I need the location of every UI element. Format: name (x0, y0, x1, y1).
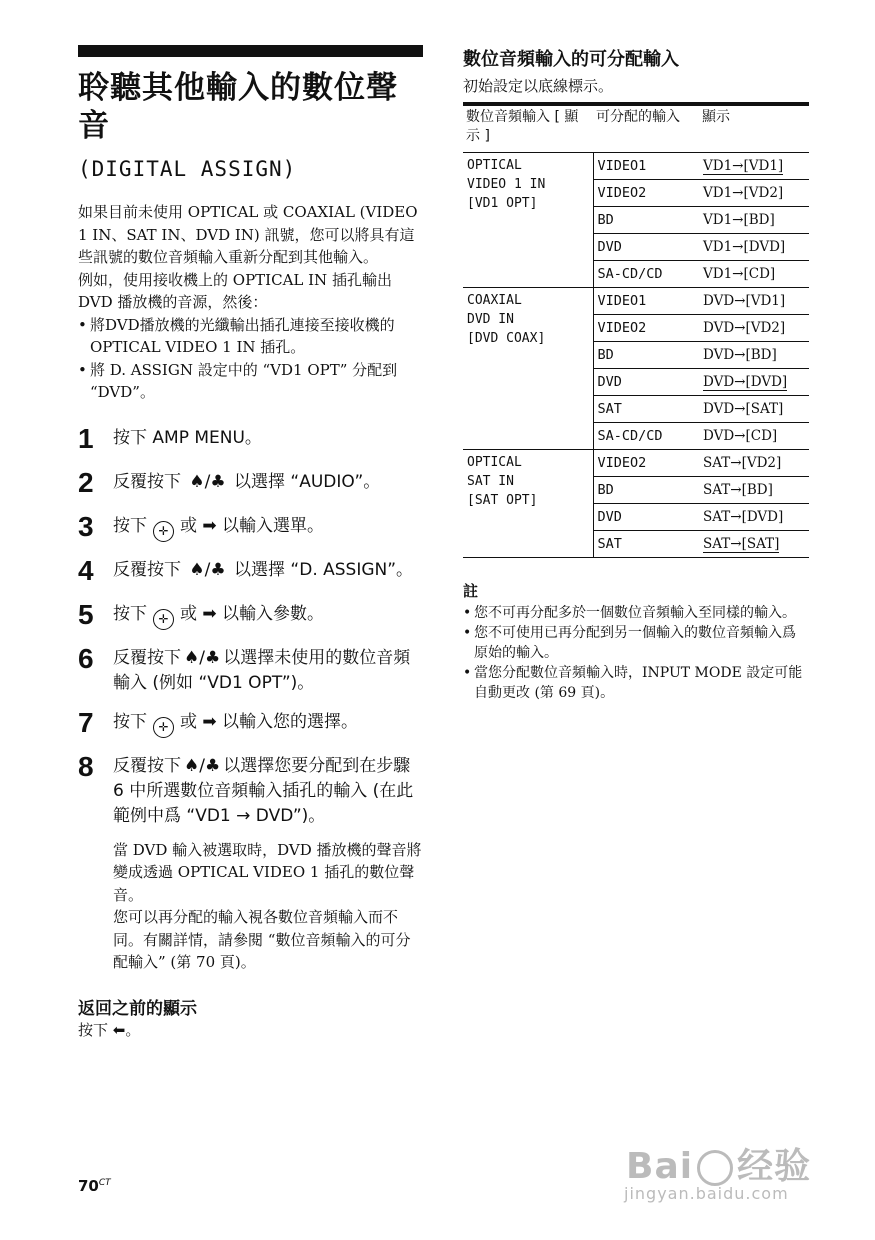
display-cell (699, 234, 809, 261)
note-text: 當您分配數位音頻輸入時，INPUT MODE 設定可能自動更改 (第 69 頁)。 (474, 665, 803, 701)
display-value: DVD→[CD] (703, 428, 778, 444)
notes-heading: 註 (463, 582, 479, 600)
enter-button-icon: ✛ (153, 609, 174, 630)
back-text: 按下 ⬅。 (78, 1020, 141, 1039)
input-cell: BD (593, 342, 699, 369)
right-column (463, 45, 809, 703)
display-cell (699, 531, 809, 558)
note-text: 您不可再分配多於一個數位音頻輸入至同樣的輸入。 (474, 605, 796, 621)
intro-bullets (78, 314, 423, 404)
bullet-text: 將DVD播放機的光纖輸出插孔連接至接收機的 OPTICAL VIDEO 1 IN 插孔。 (90, 315, 395, 356)
up-down-arrow-icon: ♠/♣ (189, 559, 226, 580)
intro-paragraph: 如果目前未使用 OPTICAL 或 COAXIAL (VIDEO 1 IN、SAT IN、DVD IN) 訊號，您可以將具有這些訊號的數位音頻輸入重新分配到其他輸入。 (78, 203, 418, 266)
step-note: 您可以再分配的輸入視各數位音頻輸入而不同。有關詳情，請參閱 “數位音頻輸入的可分配輸入” (第 70 頁)。 (113, 908, 411, 971)
display-cell (699, 369, 809, 396)
step-text (113, 706, 423, 738)
step-text-part: 以選擇 “AUDIO”。 (228, 471, 381, 492)
display-value: DVD→[BD] (703, 347, 777, 363)
input-cell: VIDEO2 (593, 450, 699, 477)
list-item (78, 314, 423, 359)
step-text-part: 按下 AMP MENU。 (113, 427, 262, 448)
step-5 (78, 598, 423, 632)
paw-icon (697, 1150, 733, 1186)
intro-paragraph: 例如，使用接收機上的 OPTICAL IN 插孔輸出 DVD 播放機的音源，然後： (78, 270, 392, 311)
step-note: 當 DVD 輸入被選取時，DVD 播放機的聲音將變成透過 OPTICAL VIDEO 1 插孔的數位聲音。 (113, 840, 422, 904)
step-number: 4 (78, 554, 94, 586)
title-rule (78, 45, 423, 57)
list-item (78, 359, 423, 404)
step-text-part: 以選擇您要分配到在步驟 6 中所選數位音頻輸入插孔的輸入 (在此範例中爲 “VD1 → DVD”)。 (113, 755, 414, 826)
step-text-part: 或 ➡ 以輸入參數。 (180, 603, 325, 624)
display-value: DVD→[VD1] (703, 293, 786, 309)
up-down-arrow-icon: ♠/♣ (184, 755, 221, 776)
up-down-arrow-icon: ♠/♣ (189, 471, 226, 492)
step-text-part: 按下 (113, 603, 147, 624)
display-value: DVD→[SAT] (703, 401, 784, 417)
enter-button-icon: ✛ (153, 521, 174, 542)
source-line: OPTICAL (467, 455, 522, 470)
display-value: VD1→[DVD] (703, 239, 786, 255)
assign-table (463, 102, 809, 558)
input-cell: SA-CD/CD (593, 261, 699, 288)
watermark-text: Bai (626, 1146, 694, 1187)
step-6 (78, 642, 423, 696)
display-value: SAT→[BD] (703, 482, 773, 498)
table-row (463, 450, 809, 477)
source-cell (463, 288, 593, 450)
step-1 (78, 422, 423, 456)
input-cell: DVD (593, 234, 699, 261)
page-suffix: CT (98, 1178, 111, 1188)
step-text-part: 按下 (113, 515, 147, 536)
notes-list (463, 603, 809, 703)
header-display: 顯示 (699, 104, 809, 153)
page-number (78, 1177, 111, 1195)
table-header-row (463, 104, 809, 153)
source-cell (463, 153, 593, 288)
display-value: VD1→[VD1] (703, 158, 784, 174)
display-cell (699, 153, 809, 180)
display-cell (699, 423, 809, 450)
input-cell: SAT (593, 396, 699, 423)
step-text (113, 554, 423, 583)
step-3 (78, 510, 423, 544)
bullet-dot: • (78, 315, 87, 334)
input-cell: BD (593, 477, 699, 504)
step-text (113, 642, 423, 696)
input-cell: VIDEO1 (593, 288, 699, 315)
table-title: 數位音頻輸入的可分配輸入 (463, 49, 679, 70)
step-text (113, 750, 423, 829)
display-value: SAT→[DVD] (703, 509, 784, 525)
step-text-part: 以選擇 “D. ASSIGN”。 (228, 559, 414, 580)
display-cell (699, 207, 809, 234)
up-down-arrow-icon: ♠/♣ (184, 647, 221, 668)
input-cell: DVD (593, 504, 699, 531)
input-cell: VIDEO1 (593, 153, 699, 180)
enter-button-icon: ✛ (153, 717, 174, 738)
step-text-part: 反覆按下 (113, 755, 181, 776)
display-value: VD1→[CD] (703, 266, 776, 282)
page-title: 聆聽其他輸入的數位聲音 (78, 70, 398, 144)
step-text (113, 422, 423, 451)
table-row (463, 288, 809, 315)
bullet-dot: • (463, 665, 472, 681)
table-subtitle: 初始設定以底線標示。 (463, 77, 614, 95)
step-text (113, 598, 423, 630)
note-text: 您不可使用已再分配到另一個輸入的數位音頻輸入爲原始的輸入。 (474, 625, 796, 661)
step-text-part: 以選擇未使用的數位音頻輸入 (例如 “VD1 OPT”)。 (113, 647, 411, 693)
intro-text (78, 201, 423, 404)
left-column (78, 45, 423, 1040)
display-cell (699, 396, 809, 423)
display-cell (699, 180, 809, 207)
watermark-logo (626, 1138, 811, 1189)
step-number: 2 (78, 466, 94, 498)
step-number: 8 (78, 750, 94, 782)
list-item (463, 623, 809, 663)
step-2 (78, 466, 423, 500)
display-cell (699, 504, 809, 531)
input-cell: BD (593, 207, 699, 234)
source-line: DVD IN (467, 312, 514, 327)
watermark-text: 经验 (737, 1146, 812, 1187)
step-number: 5 (78, 598, 94, 630)
step-8 (78, 750, 423, 829)
step-8-notes (113, 839, 423, 974)
step-4 (78, 554, 423, 588)
watermark-url: jingyan.baidu.com (624, 1184, 789, 1203)
step-7 (78, 706, 423, 740)
input-cell: VIDEO2 (593, 180, 699, 207)
bullet-dot: • (78, 360, 87, 379)
display-value: SAT→[SAT] (703, 536, 780, 552)
header-source: 數位音頻輸入 [ 顯示 ] (463, 104, 593, 153)
step-text-part: 反覆按下 (113, 559, 187, 580)
input-cell: VIDEO2 (593, 315, 699, 342)
step-text-part: 或 ➡ 以輸入選單。 (180, 515, 325, 536)
page-subtitle: (DIGITAL ASSIGN) (78, 157, 297, 181)
step-number: 6 (78, 642, 94, 674)
source-line: COAXIAL (467, 293, 522, 308)
display-value: SAT→[VD2] (703, 455, 782, 471)
display-cell (699, 450, 809, 477)
bullet-dot: • (463, 605, 472, 621)
source-line: [SAT OPT] (467, 493, 538, 508)
step-number: 7 (78, 706, 94, 738)
display-value: DVD→[DVD] (703, 374, 788, 390)
header-input: 可分配的輸入 (593, 104, 699, 153)
input-cell: DVD (593, 369, 699, 396)
notes-section (463, 580, 809, 703)
input-cell: SAT (593, 531, 699, 558)
table-row (463, 153, 809, 180)
list-item (463, 663, 809, 703)
table-body (463, 153, 809, 558)
display-cell (699, 342, 809, 369)
display-cell (699, 261, 809, 288)
step-text (113, 466, 423, 495)
step-text-part: 或 ➡ 以輸入您的選擇。 (180, 711, 359, 732)
display-value: VD1→[VD2] (703, 185, 784, 201)
display-cell (699, 288, 809, 315)
source-line: [DVD COAX] (467, 331, 546, 346)
bullet-text: 將 D. ASSIGN 設定中的 “VD1 OPT” 分配到 “DVD”。 (90, 360, 398, 401)
source-cell (463, 450, 593, 558)
input-cell: SA-CD/CD (593, 423, 699, 450)
step-number: 3 (78, 510, 94, 542)
page-number-value: 70 (78, 1177, 99, 1195)
source-line: SAT IN (467, 474, 514, 489)
display-value: DVD→[VD2] (703, 320, 786, 336)
source-line: OPTICAL (467, 158, 522, 173)
step-text-part: 反覆按下 (113, 647, 181, 668)
step-text-part: 按下 (113, 711, 147, 732)
bullet-dot: • (463, 625, 472, 641)
list-item (463, 603, 809, 623)
step-text-part: 反覆按下 (113, 471, 187, 492)
source-line: [VD1 OPT] (467, 196, 538, 211)
display-value: VD1→[BD] (703, 212, 775, 228)
step-text (113, 510, 423, 542)
step-number: 1 (78, 422, 94, 454)
display-cell (699, 315, 809, 342)
back-heading: 返回之前的顯示 (78, 998, 197, 1019)
source-line: VIDEO 1 IN (467, 177, 546, 192)
display-cell (699, 477, 809, 504)
steps-list (78, 422, 423, 974)
